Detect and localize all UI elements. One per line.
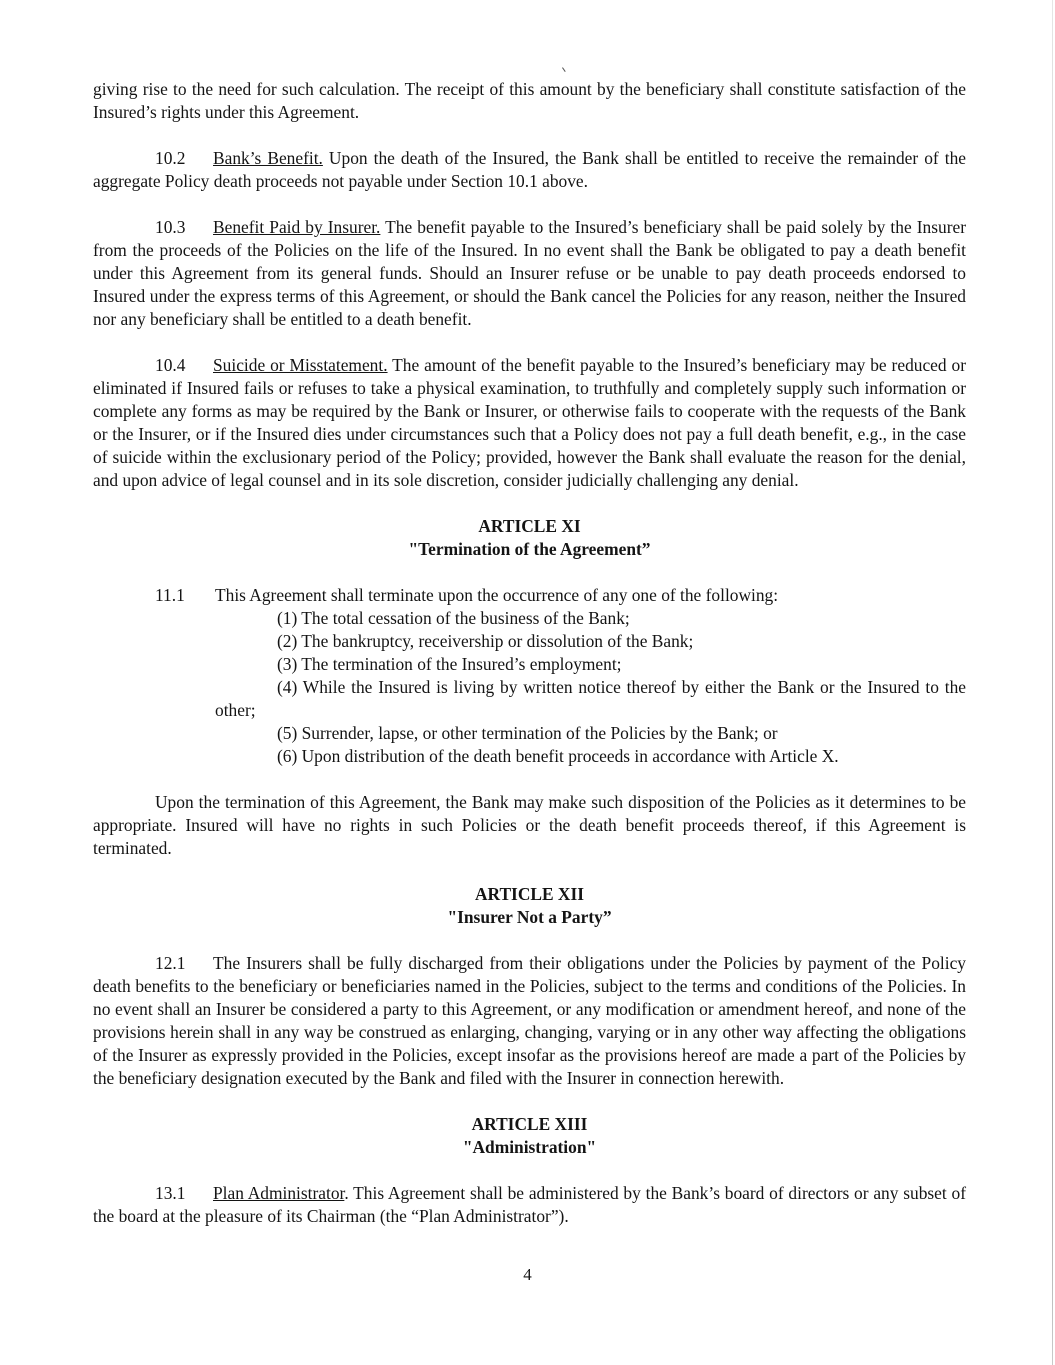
scan-speck <box>562 65 569 72</box>
section-title: Suicide or Misstatement. <box>213 355 388 375</box>
list-item: (5) Surrender, lapse, or other termination of the Policies by the Bank; or <box>277 723 778 743</box>
section-text: Upon the death of the Insured, the Bank shall be entitled to receive the remainder of the aggregate Policy death proceeds not payable under Section 10.1 above. <box>93 148 966 191</box>
section-text: The benefit payable to the Insured’s beneficiary shall be paid solely by the Insurer from the proceeds of the Policies on the life of the Insured. In no event shall the Bank be obligated to pay a death benefit under this Agreement from its general funds. Should an Insurer refuse or be unable to pay death proceeds endorsed to Insured under the express terms of this Agreement, or should the Bank cancel the Policies for any reason, neither the Insured nor any beneficiary shall be entitled to a death benefit. <box>93 217 966 329</box>
article-13-heading: ARTICLE XIII <box>471 1114 588 1134</box>
list-item: (6) Upon distribution of the death benefit proceeds in accordance with Article X. <box>277 746 839 766</box>
section-10-1-continuation: giving rise to the need for such calculation. The receipt of this amount by the beneficiary shall constitute satisfaction of the Insured’s rights under this Agreement. <box>93 79 966 122</box>
section-title: Bank’s Benefit. <box>213 148 323 168</box>
section-text: The amount of the benefit payable to the Insured’s beneficiary may be reduced or eliminated if Insured fails or refuses to take a physical examination, to truthfully and completely supply such information or complete any forms as may be required by the Bank or Insurer, or otherwise fails to cooperate with the requests of the Bank or the Insurer, or if the Insured dies under circumstances such that a Policy does not pay a full death benefit, e.g., in the case of suicide within the exclusionary period of the Policy; provided, however the Bank shall evaluate the reason for the denial, and upon advice of legal counsel and in its sole discretion, consider judicially challenging any denial. <box>93 355 966 490</box>
section-lead: This Agreement shall terminate upon the occurrence of any one of the following: <box>215 585 779 605</box>
article-11-heading: ARTICLE XI <box>478 516 581 536</box>
section-10-3 <box>93 216 966 331</box>
list-item: (3) The termination of the Insured’s employment; <box>277 654 622 674</box>
section-number: 10.2 <box>155 148 186 168</box>
document-page <box>93 78 966 1228</box>
article-11-subheading: "Termination of the Agreement” <box>408 539 651 559</box>
section-number: 12.1 <box>155 953 186 973</box>
section-13-1 <box>93 1182 966 1228</box>
section-number: 11.1 <box>155 585 185 605</box>
section-number: 10.3 <box>155 217 186 237</box>
page-number: 4 <box>523 1265 532 1284</box>
section-12-1 <box>93 952 966 1090</box>
article-11-closing: Upon the termination of this Agreement, the Bank may make such disposition of the Policies as it determines to be appropriate. Insured will have no rights in such Policies or the death benefit proceeds thereof, if this Agreement is terminated. <box>93 792 966 858</box>
list-item: (1) The total cessation of the business of the Bank; <box>277 608 630 628</box>
article-12-subheading: "Insurer Not a Party” <box>447 907 612 927</box>
section-10-2 <box>93 147 966 193</box>
section-11-1 <box>93 584 966 607</box>
section-title: Benefit Paid by Insurer. <box>213 217 381 237</box>
section-number: 13.1 <box>155 1183 186 1203</box>
list-item: (4) While the Insured is living by written notice thereof by either the Bank or the Insured to the other; <box>215 677 966 720</box>
section-10-4 <box>93 354 966 492</box>
section-title: Plan Administrator <box>213 1183 345 1203</box>
article-13-subheading: "Administration" <box>462 1137 597 1157</box>
scan-edge-shadow <box>1052 0 1053 1365</box>
section-text: The Insurers shall be fully discharged from their obligations under the Policies by payment of the Policy death benefits to the beneficiary or beneficiaries named in the Policies, subject to the terms and conditions of the Policies. In no event shall an Insurer be considered a party to this Agreement, or any modification or amendment hereof, and none of the provisions herein shall in any way be construed as enlarging, changing, varying or in any other way affecting the obligations of the Insurer as expressly provided in the Policies, except insofar as the provisions hereof are made a part of the Policies by the beneficiary designation executed by the Bank and filed with the Insurer in connection herewith. <box>93 953 966 1088</box>
article-12-heading: ARTICLE XII <box>474 884 585 904</box>
section-number: 10.4 <box>155 355 186 375</box>
termination-list <box>93 607 966 768</box>
list-item: (2) The bankruptcy, receivership or dissolution of the Bank; <box>277 631 694 651</box>
section-text: . This Agreement shall be administered by the Bank’s board of directors or any subset of the board at the pleasure of its Chairman (the “Plan Administrator”). <box>93 1183 966 1226</box>
